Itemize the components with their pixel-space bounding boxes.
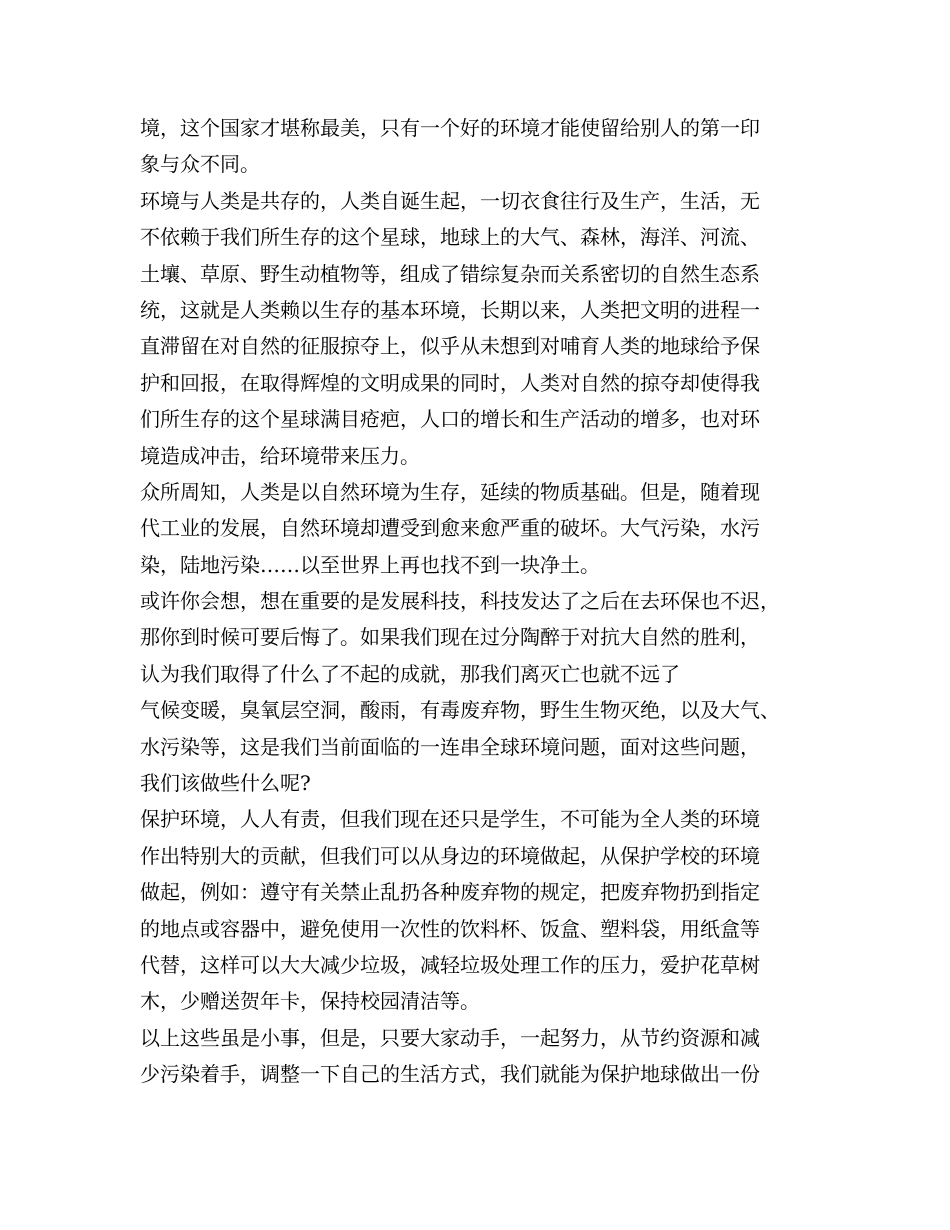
text-line: 代替，这样可以大大减少垃圾，减轻垃圾处理工作的压力，爱护花草树 bbox=[140, 952, 760, 977]
text-line: 土壤、草原、野生动植物等，组成了错综复杂而关系密切的自然生态系 bbox=[140, 261, 760, 286]
text-line: 代工业的发展，自然环境却遭受到愈来愈严重的破坏。大气污染，水污 bbox=[140, 516, 760, 541]
text-line: 少污染着手，调整一下自己的生活方式，我们就能为保护地球做出一份 bbox=[140, 1062, 760, 1087]
text-line: 众所周知，人类是以自然环境为生存，延续的物质基础。但是，随着现 bbox=[140, 479, 760, 504]
text-line: 直滞留在对自然的征服掠夺上，似乎从未想到对哺育人类的地球给予保 bbox=[140, 334, 760, 359]
text-line: 水污染等，这是我们当前面临的一连串全球环境问题，面对这些问题， bbox=[140, 734, 760, 759]
text-line: 染，陆地污染……以至世界上再也找不到一块净土。 bbox=[140, 552, 600, 577]
text-line: 护和回报，在取得辉煌的文明成果的同时，人类对自然的掠夺却使得我 bbox=[140, 370, 760, 395]
text-line: 境造成冲击，给环境带来压力。 bbox=[140, 443, 420, 468]
text-line: 保护环境，人人有责，但我们现在还只是学生，不可能为全人类的环境 bbox=[140, 807, 760, 832]
text-line: 以上这些虽是小事，但是，只要大家动手，一起努力，从节约资源和减 bbox=[140, 1025, 760, 1050]
text-line: 我们该做些什么呢? bbox=[140, 771, 311, 796]
text-line: 象与众不同。 bbox=[140, 152, 260, 177]
text-line: 的地点或容器中，避免使用一次性的饮料杯、饭盒、塑料袋，用纸盒等 bbox=[140, 916, 760, 941]
document-body bbox=[140, 110, 830, 1093]
text-line: 木，少赠送贺年卡，保持校园清洁等。 bbox=[140, 989, 480, 1014]
text-line: 那你到时候可要后悔了。如果我们现在过分陶醉于对抗大自然的胜利， bbox=[140, 625, 760, 650]
text-line: 环境与人类是共存的，人类自诞生起，一切衣食往行及生产，生活，无 bbox=[140, 188, 760, 213]
text-line: 做起，例如：遵守有关禁止乱扔各种废弃物的规定，把废弃物扔到指定 bbox=[140, 880, 760, 905]
text-line: 不依赖于我们所生存的这个星球，地球上的大气、森林，海洋、河流、 bbox=[140, 225, 760, 250]
text-line: 或许你会想，想在重要的是发展科技，科技发达了之后在去环保也不迟， bbox=[140, 589, 780, 614]
text-line: 气候变暖，臭氧层空洞，酸雨，有毒废弃物，野生生物灭绝，以及大气、 bbox=[140, 698, 780, 723]
text-line: 境，这个国家才堪称最美，只有一个好的环境才能使留给别人的第一印 bbox=[140, 116, 760, 140]
text-line: 统，这就是人类赖以生存的基本环境，长期以来，人类把文明的进程一 bbox=[140, 297, 760, 322]
text-line: 作出特别大的贡献，但我们可以从身边的环境做起，从保护学校的环境 bbox=[140, 843, 760, 868]
text-line: 们所生存的这个星球满目疮疤，人口的增长和生产活动的增多，也对环 bbox=[140, 407, 760, 432]
text-line: 认为我们取得了什么了不起的成就，那我们离灭亡也就不远了 bbox=[140, 661, 680, 686]
